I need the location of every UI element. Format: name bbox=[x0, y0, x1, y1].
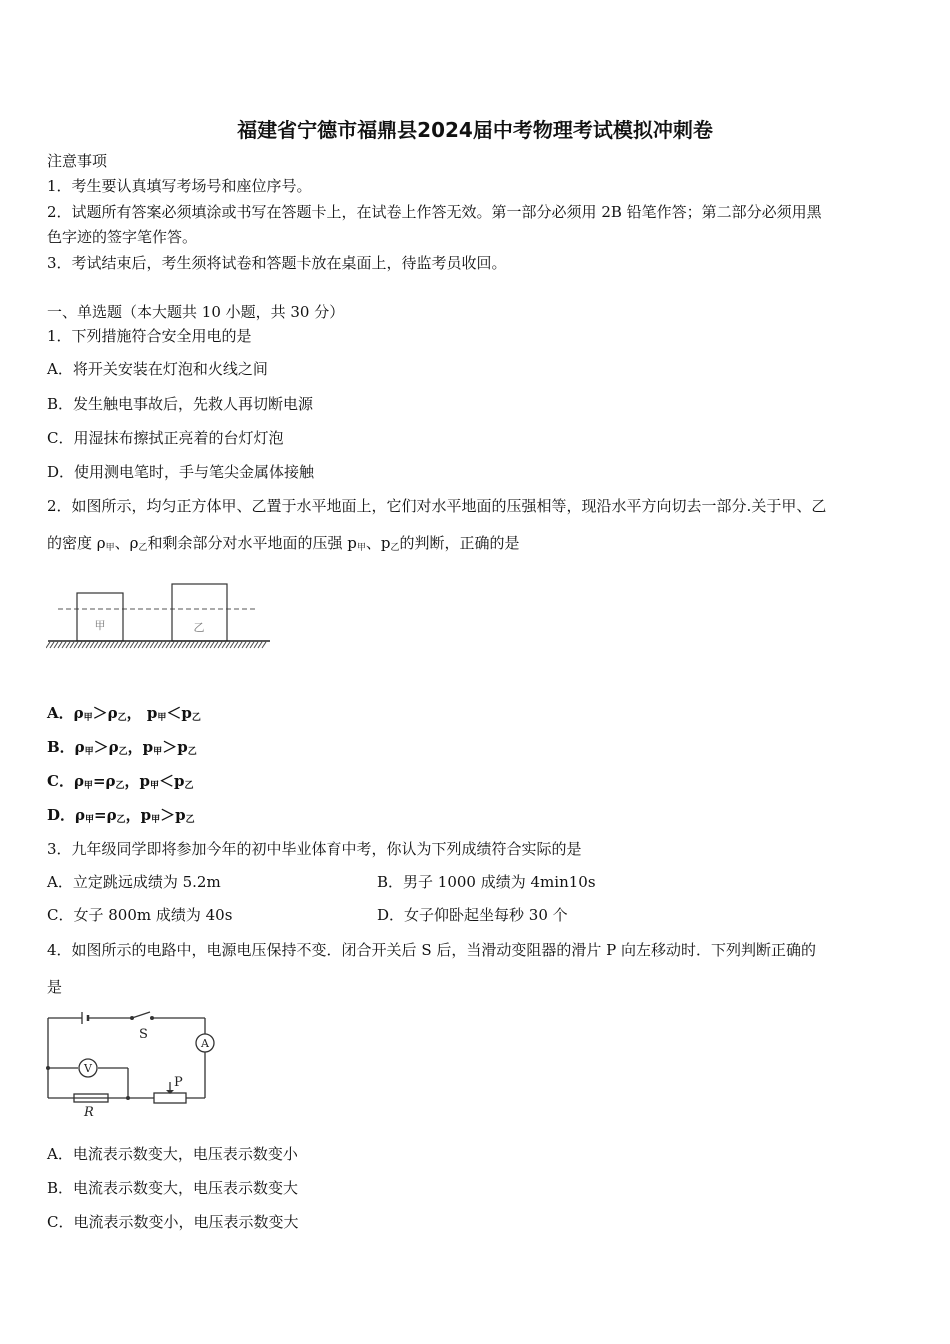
q4-option-a: A．电流表示数变大，电压表示数变小 bbox=[47, 1145, 298, 1163]
q2-stem-line1: 2．如图所示，均匀正方体甲、乙置于水平地面上，它们对水平地面的压强相等，现沿水平方向切去一部分.关于甲、乙 bbox=[47, 497, 827, 515]
q4-option-b: B．电流表示数变大，电压表示数变大 bbox=[47, 1179, 299, 1197]
q2-stem-line2: 的密度 $\rho_甲$、$\rho_乙$和剩余部分对水平地面的压强 $p_甲$、$p_乙$的判断，正确的是 bbox=[47, 534, 520, 553]
switch-blade bbox=[132, 1012, 150, 1018]
q1-option-a: A．将开关安装在灯泡和火线之间 bbox=[47, 360, 268, 378]
q2-option-d: D．$\rho_甲=\rho_乙$，$p_甲>p_乙$ bbox=[47, 806, 195, 825]
q4-circuit bbox=[44, 1010, 224, 1120]
q3-option-d: D．女子仰卧起坐每秒 30 个 bbox=[377, 906, 568, 924]
cube-yi-label: 乙 bbox=[193, 621, 205, 634]
q2-option-a: A．$\rho_甲>\rho_乙$， $p_甲<p_乙$ bbox=[47, 704, 201, 723]
q1-option-b: B．发生触电事故后，先救人再切断电源 bbox=[47, 395, 314, 413]
q2-option-c: C．$\rho_甲=\rho_乙$，$p_甲<p_乙$ bbox=[47, 772, 194, 791]
page-title: 福建省宁德市福鼎县2024届中考物理考试模拟冲刺卷 bbox=[237, 118, 713, 142]
ammeter-label: A bbox=[201, 1037, 209, 1050]
q2-option-b: B．$\rho_甲>\rho_乙$，$p_甲>p_乙$ bbox=[47, 738, 197, 757]
q4-stem-line1: 4．如图所示的电路中，电源电压保持不变．闭合开关后 S 后，当滑动变阻器的滑片 P 向左移动时．下列判断正确的 bbox=[47, 941, 816, 959]
q1-option-c: C．用湿抹布擦拭正亮着的台灯灯泡 bbox=[47, 429, 284, 447]
q3-option-b: B．男子 1000 成绩为 4min10s bbox=[377, 873, 596, 891]
cube-jia-label: 甲 bbox=[94, 619, 106, 632]
q4-option-c: C．电流表示数变小，电压表示数变大 bbox=[47, 1213, 299, 1231]
rheostat bbox=[154, 1093, 186, 1103]
switch-label: S bbox=[139, 1027, 148, 1042]
cube-jia bbox=[77, 593, 123, 641]
slider-label: P bbox=[174, 1075, 183, 1090]
resistor-label: R bbox=[84, 1105, 94, 1120]
q3-option-a: A．立定跳远成绩为 5.2m bbox=[47, 873, 221, 891]
q1-stem: 1．下列措施符合安全用电的是 bbox=[47, 327, 252, 345]
section-heading: 一、单选题（本大题共 10 小题，共 30 分） bbox=[47, 303, 345, 321]
q4-stem-line2: 是 bbox=[47, 978, 63, 996]
q1-option-d: D．使用测电笔时，手与笔尖金属体接触 bbox=[47, 463, 315, 481]
ground-hatch bbox=[46, 642, 266, 648]
voltmeter-label: V bbox=[84, 1062, 92, 1075]
q3-option-c: C．女子 800m 成绩为 40s bbox=[47, 906, 233, 924]
notice-item: 2．试题所有答案必须填涂或书写在答题卡上，在试卷上作答无效。第一部分必须用 2B 铅笔作答；第二部分必须用黑 bbox=[47, 203, 822, 221]
q2-figure bbox=[46, 578, 276, 653]
notice-item: 3．考试结束后，考生须将试卷和答题卡放在桌面上，待监考员收回。 bbox=[47, 254, 507, 272]
notice-item: 1．考生要认真填写考场号和座位序号。 bbox=[47, 177, 312, 195]
notice-heading: 注意事项 bbox=[47, 152, 108, 170]
q3-stem: 3．九年级同学即将参加今年的初中毕业体育中考，你认为下列成绩符合实际的是 bbox=[47, 840, 582, 858]
notice-item: 色字迹的签字笔作答。 bbox=[47, 228, 198, 246]
